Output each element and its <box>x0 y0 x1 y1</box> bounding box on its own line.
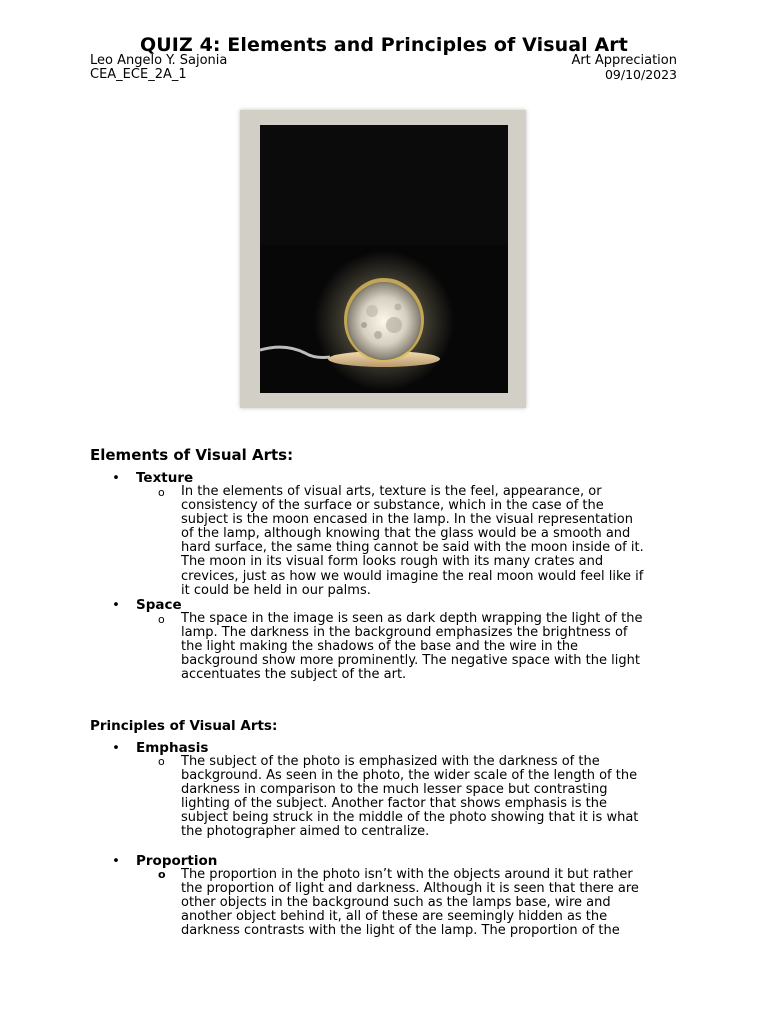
text-line: consistency of the surface or substance, which in the case of the <box>181 498 604 514</box>
course-name: Art Appreciation <box>571 53 677 68</box>
text-line: darkness in comparison to the much lesser space but contrasting <box>181 782 608 798</box>
text-line: lamp. The darkness in the background emphasizes the brightness of <box>181 625 628 641</box>
photo-frame <box>240 110 526 408</box>
text-line: it could be held in our palms. <box>181 582 371 598</box>
text-line: The moon in its visual form looks rough with its many crates and <box>181 554 604 570</box>
bullet-marker: • <box>112 853 120 869</box>
text-line: hard surface, the same thing cannot be said with the moon inside of it. <box>181 540 644 556</box>
emphasis-paragraph <box>181 755 678 840</box>
sub-bullet-marker: o <box>158 486 165 499</box>
texture-paragraph <box>181 485 678 598</box>
proportion-paragraph <box>181 868 678 938</box>
bullet-marker: • <box>112 470 120 486</box>
text-line: crevices, just as how we would imagine the real moon would feel like if <box>181 568 644 584</box>
text-line: The subject of the photo is emphasized with the darkness of the <box>181 754 600 769</box>
text-line: The space in the image is seen as dark depth wrapping the light of the <box>181 611 643 626</box>
text-line: subject being struck in the middle of the photo showing that it is what <box>181 810 639 826</box>
principles-heading: Principles of Visual Arts: <box>90 718 278 734</box>
text-line: darkness contrasts with the light of the lamp. The proportion of the <box>181 923 620 939</box>
space-paragraph <box>181 612 678 682</box>
sub-bullet-marker: o <box>158 868 166 881</box>
text-line: subject is the moon encased in the lamp. In the visual representation <box>181 512 633 528</box>
class-section: CEA_ECE_2A_1 <box>90 67 187 82</box>
text-line: the light making the shadows of the base and the wire in the <box>181 639 579 655</box>
text-line: another object behind it, all of these are seemingly hidden as the <box>181 909 608 925</box>
document-title: QUIZ 4: Elements and Principles of Visual Art <box>140 34 628 56</box>
text-line: background show more prominently. The negative space with the light <box>181 653 640 669</box>
space-label: Space <box>136 597 182 613</box>
text-line: background. As seen in the photo, the wider scale of the length of the <box>181 768 638 784</box>
text-line: other objects in the background such as the lamps base, wire and <box>181 895 611 911</box>
text-line: the photographer aimed to centralize. <box>181 824 430 840</box>
text-line: In the elements of visual arts, texture is the feel, appearance, or <box>181 484 602 499</box>
text-line: lighting of the subject. Another factor that shows emphasis is the <box>181 796 607 812</box>
text-line: of the lamp, although knowing that the glass would be a smooth and <box>181 526 631 542</box>
author-name: Leo Angelo Y. Sajonia <box>90 53 228 68</box>
elements-heading: Elements of Visual Arts: <box>90 446 294 464</box>
sub-bullet-marker: o <box>158 755 165 768</box>
bullet-marker: • <box>112 740 120 756</box>
emphasis-label: Emphasis <box>136 740 209 756</box>
bullet-marker: • <box>112 597 120 613</box>
text-line: accentuates the subject of the art. <box>181 667 407 683</box>
sub-bullet-marker: o <box>158 613 165 626</box>
document-date: 09/10/2023 <box>604 67 677 82</box>
moon-lamp-photo <box>260 125 508 393</box>
text-line: The proportion in the photo isn’t with the objects around it but rather <box>181 867 633 882</box>
text-line: the proportion of light and darkness. Although it is seen that there are <box>181 881 639 897</box>
proportion-label: Proportion <box>136 853 218 869</box>
texture-label: Texture <box>136 470 194 486</box>
